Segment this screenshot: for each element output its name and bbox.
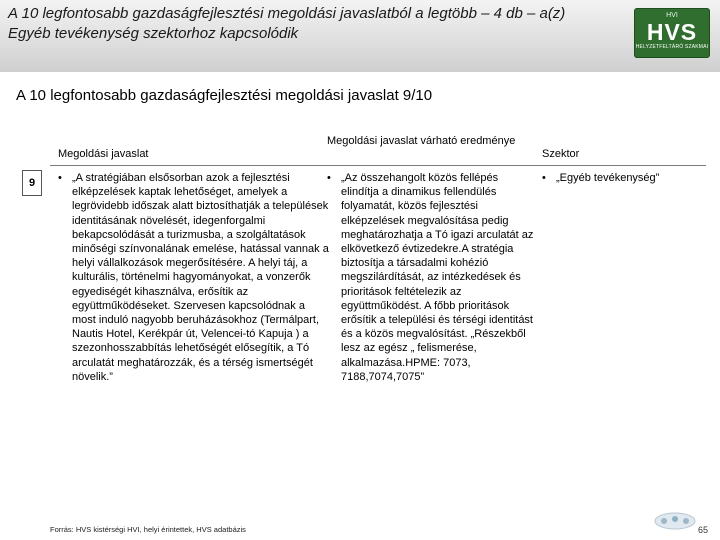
- column-header-solution: Megoldási javaslat: [58, 148, 149, 160]
- solution-text: „A stratégiában elsősorban azok a fejlesztési elképzelések kaptak lehetőséget, amelyek a legrövidebb időszak alatt biztosíthatják a települések identitásának növelését, idegenforgalmi bekapcsolódását a turizmusba, a szolgáltatások minőségi színvonalának emelése, hatással vannak a helyi vállalkozások megerősítésére. A helyi táj, a kulturális, történelmi hagyományokat, a vonzerők egyediségét kihasználva, erősítik az együttműködéseket. Szervesen kapcsolódnak a most induló nagyobb beruházásokhoz (Termálpart, Nautis Hotel, Kerékpár út, Velencei-tó Kapuja ) a szezonhosszabbítás lehetőségét elősegítik, a Tó arculatát meghatározzák, és a térség ismertségét növelik.”: [72, 172, 329, 383]
- bullet-icon: •: [58, 172, 62, 184]
- result-cell: [327, 171, 537, 384]
- bullet-icon: •: [542, 172, 546, 184]
- row-number: 9: [22, 170, 42, 196]
- footer-logo-icon: [652, 510, 698, 532]
- bullet-icon: •: [327, 172, 331, 184]
- column-header-result: Megoldási javaslat várható eredménye: [327, 135, 516, 147]
- header-title: A 10 legfontosabb gazdaságfejlesztési megoldási javaslatból a legtöbb – 4 db – a(z) Egyéb tevékenység szektorhoz kapcsolódik: [8, 5, 566, 42]
- hvs-logo: [634, 8, 710, 58]
- sector-cell: [542, 171, 712, 185]
- header-band: [0, 0, 720, 72]
- sector-text: „Egyéb tevékenység”: [556, 172, 660, 184]
- logo-mark: HVS: [646, 19, 698, 45]
- result-text: „Az összehangolt közös fellépés elindítja a dinamikus fellendülés folyamatát, közös fejlesztési elképzelések megvalósítása pedig meghatározhatja a Tó igazi arculatát az elkövetkező évtizedekre.A stratégia biztosítja a társadalmi kohézió megszilárdítását, az intézkedések és prioritások feltételezik az együttműködést. A főbb prioritások erősítik a települési és térségi identitást és a közös megvalósítást. „Részekből lesz az egész „ felismerése, alkalmazása.HPME: 7073, 7188,7074,7075”: [341, 172, 534, 383]
- page-number: 65: [698, 525, 709, 535]
- source-note: Forrás: HVS kistérségi HVI, helyi érintettek, HVS adatbázis: [50, 525, 246, 534]
- header-divider: [50, 165, 706, 166]
- column-header-sector: Szektor: [542, 148, 580, 160]
- logo-subtitle: HELYZETFELTÁRÓ SZAKMAI: [635, 44, 709, 50]
- solution-cell: [58, 171, 330, 384]
- logo-top-text: HVI: [666, 12, 678, 19]
- slide-subtitle: A 10 legfontosabb gazdaságfejlesztési megoldási javaslat 9/10: [16, 87, 433, 104]
